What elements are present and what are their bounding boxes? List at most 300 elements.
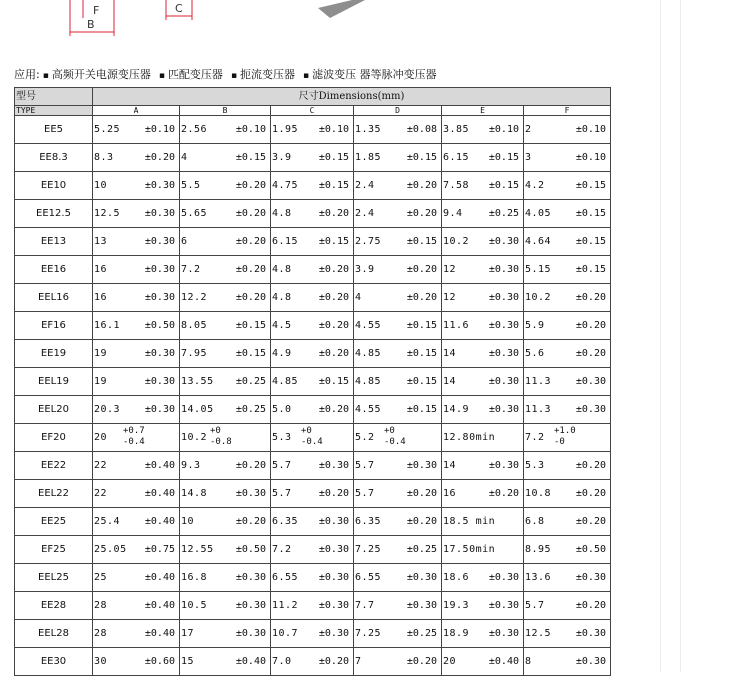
- tolerance-value: ±0.30: [406, 460, 437, 471]
- dimension-cell: [354, 172, 442, 200]
- tolerance-value: ±0.25: [406, 544, 437, 555]
- tolerance-value: ±0.40: [235, 656, 266, 667]
- dimension-value: 30: [94, 656, 108, 667]
- table-row: [15, 508, 611, 536]
- tolerance-value: ±0.40: [144, 572, 175, 583]
- dimension-value: 10.2: [525, 292, 552, 303]
- tolerance-value: +0.7 -0.4: [123, 426, 145, 447]
- tolerance-value: ±0.20: [406, 180, 437, 191]
- dimension-value: 12: [443, 264, 457, 275]
- dimension-cell: [354, 368, 442, 396]
- tolerance-value: ±0.15: [318, 152, 349, 163]
- tolerance-value: ±0.30: [406, 600, 437, 611]
- dimension-value: 10.5: [181, 600, 208, 611]
- dimension-value: 13.55: [181, 376, 214, 387]
- table-row: [15, 396, 611, 424]
- tolerance-value: +0 -0.4: [301, 426, 323, 447]
- table-body: [15, 116, 611, 676]
- tolerance-value: ±0.20: [406, 292, 437, 303]
- tolerance-value: +1.0 -0: [554, 426, 576, 447]
- dimension-cell: [354, 200, 442, 228]
- dimension-cell: [180, 592, 271, 620]
- dimension-cell: [442, 312, 524, 340]
- dimension-cell: [180, 200, 271, 228]
- type-cell: EE5: [15, 116, 93, 144]
- dimension-cell: [524, 620, 611, 648]
- dimension-cell: [524, 424, 611, 452]
- dimension-value: 4.85: [355, 376, 382, 387]
- dimension-cell: [524, 144, 611, 172]
- dimension-value: 4.8: [272, 264, 292, 275]
- dimension-value: 15: [181, 656, 195, 667]
- dimension-cell: [442, 480, 524, 508]
- tolerance-value: ±0.40: [488, 656, 519, 667]
- tolerance-value: ±0.30: [144, 236, 175, 247]
- tolerance-value: ±0.15: [488, 180, 519, 191]
- dimension-cell: [180, 536, 271, 564]
- dimension-value: 5.0: [272, 404, 292, 415]
- dimension-cell: [271, 480, 354, 508]
- dimension-cell: [180, 368, 271, 396]
- table-row: [15, 648, 611, 676]
- dimension-cell: [442, 340, 524, 368]
- tolerance-value: ±0.15: [235, 348, 266, 359]
- tolerance-value: ±0.15: [575, 264, 606, 275]
- dimension-cell: [180, 144, 271, 172]
- dimension-cell: [354, 536, 442, 564]
- tolerance-value: ±0.30: [488, 264, 519, 275]
- dimension-cell: [180, 452, 271, 480]
- dimension-cell: [524, 256, 611, 284]
- dimension-value: 14: [443, 460, 457, 471]
- tolerance-value: ±0.30: [144, 180, 175, 191]
- dimension-value: 2.4: [355, 180, 375, 191]
- dimension-cell: [271, 592, 354, 620]
- dimension-value: 7.0: [272, 656, 292, 667]
- dimension-cell: [93, 592, 180, 620]
- dimension-cell: [271, 256, 354, 284]
- type-cell: EE25: [15, 508, 93, 536]
- tolerance-value: ±0.20: [406, 516, 437, 527]
- dimension-cell: [442, 564, 524, 592]
- dimension-value: 6.55: [272, 572, 299, 583]
- dimension-value: 16: [94, 264, 108, 275]
- dimension-value: 14.8: [181, 488, 208, 499]
- diagram-label-b: B: [87, 18, 95, 31]
- tolerance-value: ±0.20: [575, 488, 606, 499]
- dimension-cell: [442, 396, 524, 424]
- dimension-cell: [354, 144, 442, 172]
- tolerance-value: ±0.20: [318, 208, 349, 219]
- tolerance-value: ±0.40: [144, 628, 175, 639]
- tolerance-value: ±0.10: [318, 124, 349, 135]
- dimension-cell: [271, 536, 354, 564]
- dimension-cell: [354, 340, 442, 368]
- column-header: C: [271, 106, 354, 116]
- dimension-value: 14: [443, 348, 457, 359]
- tolerance-value: ±0.25: [235, 404, 266, 415]
- dimension-cell: [442, 592, 524, 620]
- tolerance-value: ±0.15: [235, 320, 266, 331]
- dimension-value: 1.35: [355, 124, 382, 135]
- dimension-value: 12.55: [181, 544, 214, 555]
- tolerance-value: ±0.30: [235, 572, 266, 583]
- bullet-icon: ▪: [230, 71, 238, 81]
- table-row: [15, 620, 611, 648]
- dimension-cell: [93, 564, 180, 592]
- tolerance-value: ±0.20: [235, 180, 266, 191]
- type-cell: EE8.3: [15, 144, 93, 172]
- tolerance-value: ±0.08: [406, 124, 437, 135]
- dimension-cell: [354, 116, 442, 144]
- dimension-value: 17.50min: [443, 544, 496, 555]
- dimension-cell: [524, 508, 611, 536]
- dimension-value: 1.95: [272, 124, 299, 135]
- dimension-cell: [93, 144, 180, 172]
- dimension-cell: [524, 536, 611, 564]
- dimension-value: 12.5: [94, 208, 121, 219]
- dimension-value: 28: [94, 600, 108, 611]
- dimension-value: 5.7: [525, 600, 545, 611]
- dimension-cell: [524, 396, 611, 424]
- tolerance-value: ±0.30: [488, 348, 519, 359]
- dimension-value: 7.58: [443, 180, 470, 191]
- dimension-cell: [524, 480, 611, 508]
- dimension-cell: [442, 284, 524, 312]
- dimension-cell: [442, 144, 524, 172]
- dimension-cell: [180, 256, 271, 284]
- type-cell: EE12.5: [15, 200, 93, 228]
- dimension-value: 7.95: [181, 348, 208, 359]
- tolerance-value: ±0.30: [318, 600, 349, 611]
- dimension-value: 5.7: [355, 460, 375, 471]
- dimension-cell: [93, 228, 180, 256]
- table-row: [15, 452, 611, 480]
- dimension-cell: [93, 396, 180, 424]
- dimension-cell: [354, 452, 442, 480]
- tolerance-value: ±0.30: [575, 376, 606, 387]
- table-row: [15, 116, 611, 144]
- table-row: [15, 284, 611, 312]
- dimension-cell: [354, 424, 442, 452]
- dimension-value: 4.2: [525, 180, 545, 191]
- dimension-cell: [354, 480, 442, 508]
- tolerance-value: ±0.20: [144, 152, 175, 163]
- dimension-value: 18.5 min: [443, 516, 496, 527]
- dimension-value: 8.05: [181, 320, 208, 331]
- dimension-value: 4.55: [355, 404, 382, 415]
- dimension-value: 19.3: [443, 600, 470, 611]
- type-cell: EE22: [15, 452, 93, 480]
- tolerance-value: ±0.30: [235, 600, 266, 611]
- dimension-cell: [524, 200, 611, 228]
- dimension-cell: [442, 172, 524, 200]
- type-cell: EE16: [15, 256, 93, 284]
- dimension-value: 18.9: [443, 628, 470, 639]
- column-header: F: [524, 106, 611, 116]
- dimension-value: 2.75: [355, 236, 382, 247]
- dimension-value: 6.55: [355, 572, 382, 583]
- dimension-cell: [93, 620, 180, 648]
- dimension-value: 10.8: [525, 488, 552, 499]
- dimension-value: 5.3: [272, 432, 292, 443]
- right-margin: [660, 0, 730, 672]
- tolerance-value: ±0.30: [488, 320, 519, 331]
- dimension-cell: [180, 312, 271, 340]
- dimension-cell: [524, 340, 611, 368]
- tolerance-value: ±0.30: [488, 600, 519, 611]
- tolerance-value: ±0.30: [575, 628, 606, 639]
- dimension-cell: [354, 228, 442, 256]
- dimension-value: 10.2: [181, 432, 208, 443]
- table-row: [15, 536, 611, 564]
- tolerance-value: ±0.30: [235, 488, 266, 499]
- application-item: 匹配变压器: [167, 68, 223, 81]
- dimension-value: 14: [443, 376, 457, 387]
- dimension-cell: [524, 172, 611, 200]
- type-cell: EF20: [15, 424, 93, 452]
- tolerance-value: ±0.50: [144, 320, 175, 331]
- dimension-value: 4.8: [272, 292, 292, 303]
- dimension-value: 7: [355, 656, 362, 667]
- dimension-value: 20.3: [94, 404, 121, 415]
- dimension-cell: [354, 256, 442, 284]
- dimension-value: 4.85: [355, 348, 382, 359]
- tolerance-value: ±0.30: [488, 236, 519, 247]
- application-item: 滤波变压 器等脉冲变压器: [312, 68, 437, 81]
- dimension-cell: [524, 312, 611, 340]
- dimension-cell: [93, 368, 180, 396]
- dimension-cell: [180, 172, 271, 200]
- tolerance-value: ±0.30: [235, 628, 266, 639]
- dimension-cell: [271, 228, 354, 256]
- tolerance-value: ±0.20: [406, 208, 437, 219]
- diagram-label-f: F: [93, 4, 100, 17]
- dimension-value: 5.7: [272, 460, 292, 471]
- column-header: E: [442, 106, 524, 116]
- dimension-value: 1.85: [355, 152, 382, 163]
- dimension-value: 7.2: [525, 432, 545, 443]
- dimension-value: 4.9: [272, 348, 292, 359]
- dimension-value: 5.7: [355, 488, 375, 499]
- dimension-value: 6.35: [355, 516, 382, 527]
- tolerance-value: ±0.20: [318, 404, 349, 415]
- tolerance-value: ±0.20: [318, 292, 349, 303]
- dimension-value: 25.4: [94, 516, 121, 527]
- dimension-value: 3.9: [355, 264, 375, 275]
- dimension-value: 5.2: [355, 432, 375, 443]
- dimension-value: 16.8: [181, 572, 208, 583]
- dimension-cell: [271, 564, 354, 592]
- tolerance-value: ±0.30: [144, 348, 175, 359]
- dimension-value: 7.7: [355, 600, 375, 611]
- dimension-value: 9.4: [443, 208, 463, 219]
- dimension-cell: [180, 508, 271, 536]
- dimension-value: 16: [443, 488, 457, 499]
- dimension-value: 4.5: [272, 320, 292, 331]
- table-row: [15, 368, 611, 396]
- dimension-cell: [271, 508, 354, 536]
- type-cell: EEL25: [15, 564, 93, 592]
- table-row: [15, 200, 611, 228]
- dimension-cell: [93, 284, 180, 312]
- dimension-value: 6.8: [525, 516, 545, 527]
- dimension-value: 20: [94, 432, 108, 443]
- dimension-cell: [180, 340, 271, 368]
- dimension-cell: [93, 452, 180, 480]
- dimension-cell: [93, 508, 180, 536]
- table-row: [15, 312, 611, 340]
- tolerance-value: ±0.30: [488, 292, 519, 303]
- tolerance-value: ±0.50: [575, 544, 606, 555]
- dimension-cell: [442, 648, 524, 676]
- dimension-cell: [271, 312, 354, 340]
- tolerance-value: ±0.30: [318, 572, 349, 583]
- dimension-value: 6.15: [443, 152, 470, 163]
- tolerance-value: ±0.20: [235, 460, 266, 471]
- dimension-value: 12.5: [525, 628, 552, 639]
- dimension-value: 4.8: [272, 208, 292, 219]
- dimension-value: 3.9: [272, 152, 292, 163]
- table-row: [15, 172, 611, 200]
- dimension-cell: [442, 200, 524, 228]
- dimension-cell: [354, 648, 442, 676]
- application-item: 扼流变压器: [240, 68, 296, 81]
- tolerance-value: ±0.30: [488, 572, 519, 583]
- dimension-cell: [271, 648, 354, 676]
- dimension-value: 4.64: [525, 236, 552, 247]
- dimension-value: 9.3: [181, 460, 201, 471]
- dimension-value: 13: [94, 236, 108, 247]
- dimension-value: 5.65: [181, 208, 208, 219]
- dimension-cell: [442, 228, 524, 256]
- tolerance-value: ±0.10: [144, 124, 175, 135]
- tolerance-value: ±0.30: [575, 656, 606, 667]
- dimension-cell: [271, 424, 354, 452]
- dimension-value: 8.3: [94, 152, 114, 163]
- bullet-icon: ▪: [42, 71, 49, 81]
- tolerance-value: ±0.15: [575, 180, 606, 191]
- dimension-value: 4.05: [525, 208, 552, 219]
- tolerance-value: ±0.10: [235, 124, 266, 135]
- dimension-cell: [93, 340, 180, 368]
- tolerance-value: ±0.30: [488, 460, 519, 471]
- tolerance-value: ±0.15: [318, 236, 349, 247]
- dimension-cell: [354, 396, 442, 424]
- tolerance-value: ±0.20: [318, 264, 349, 275]
- dimension-cell: [524, 452, 611, 480]
- dimension-cell: [180, 480, 271, 508]
- dimension-cell: [524, 564, 611, 592]
- dimension-cell: [354, 620, 442, 648]
- dimension-value: 5.6: [525, 348, 545, 359]
- dimension-value: 25: [94, 572, 108, 583]
- tolerance-value: ±0.20: [575, 292, 606, 303]
- tolerance-value: ±0.15: [318, 376, 349, 387]
- tolerance-value: ±0.30: [318, 544, 349, 555]
- tolerance-value: ±0.20: [406, 656, 437, 667]
- type-cell: EEL28: [15, 620, 93, 648]
- application-item: 高频开关电源变压器: [51, 68, 151, 81]
- tolerance-value: +0 -0.8: [210, 426, 232, 447]
- dimension-cell: [93, 116, 180, 144]
- dimension-value: 5.3: [525, 460, 545, 471]
- dimension-cell: [442, 452, 524, 480]
- tolerance-value: ±0.30: [575, 572, 606, 583]
- dimension-value: 5.5: [181, 180, 201, 191]
- dimension-value: 11.3: [525, 376, 552, 387]
- tolerance-value: ±0.25: [488, 208, 519, 219]
- type-cell: EEL20: [15, 396, 93, 424]
- type-cell: EE19: [15, 340, 93, 368]
- tolerance-value: ±0.20: [318, 320, 349, 331]
- bullet-icon: ▪: [303, 71, 310, 81]
- tolerance-value: ±0.15: [575, 236, 606, 247]
- tolerance-value: ±0.15: [406, 376, 437, 387]
- dimension-cell: [180, 648, 271, 676]
- tolerance-value: ±0.15: [406, 404, 437, 415]
- dimension-value: 19: [94, 376, 108, 387]
- dimension-value: 4.75: [272, 180, 299, 191]
- dimension-cell: [524, 592, 611, 620]
- type-cell: EF16: [15, 312, 93, 340]
- tolerance-value: ±0.30: [318, 628, 349, 639]
- dimension-cell: [271, 368, 354, 396]
- dimension-value: 16: [94, 292, 108, 303]
- dimension-diagram: [0, 0, 400, 42]
- type-cell: EF25: [15, 536, 93, 564]
- dimension-cell: [180, 396, 271, 424]
- tolerance-value: ±0.50: [235, 544, 266, 555]
- tolerance-value: +0 -0.4: [384, 426, 406, 447]
- table-row: [15, 424, 611, 452]
- table-row: [15, 256, 611, 284]
- table-row: [15, 592, 611, 620]
- dimension-cell: [271, 116, 354, 144]
- tolerance-value: ±0.20: [235, 208, 266, 219]
- dimension-cell: [354, 564, 442, 592]
- dimension-value: 3: [525, 152, 532, 163]
- dimension-value: 14.9: [443, 404, 470, 415]
- tolerance-value: ±0.20: [575, 460, 606, 471]
- dimension-cell: [524, 228, 611, 256]
- dimension-value: 22: [94, 460, 108, 471]
- dimension-cell: [271, 452, 354, 480]
- dimension-value: 8: [525, 656, 532, 667]
- table-row: [15, 144, 611, 172]
- dimension-cell: [93, 648, 180, 676]
- dimension-cell: [354, 312, 442, 340]
- dimension-value: 7.2: [181, 264, 201, 275]
- bullet-icon: ▪: [158, 71, 165, 81]
- tolerance-value: ±0.30: [575, 404, 606, 415]
- type-cell: EEL16: [15, 284, 93, 312]
- column-header: D: [354, 106, 442, 116]
- dimension-cell: [180, 424, 271, 452]
- tolerance-value: ±0.15: [406, 348, 437, 359]
- dimension-value: 7.25: [355, 628, 382, 639]
- dimension-cell: [524, 368, 611, 396]
- header-type: TYPE: [15, 106, 93, 116]
- tolerance-value: ±0.40: [144, 600, 175, 611]
- tolerance-value: ±0.30: [144, 404, 175, 415]
- dimension-value: 17: [181, 628, 195, 639]
- dimension-value: 16.1: [94, 320, 121, 331]
- dimension-value: 2.4: [355, 208, 375, 219]
- dimension-value: 25.05: [94, 544, 127, 555]
- tolerance-value: ±0.20: [575, 320, 606, 331]
- table-row: [15, 340, 611, 368]
